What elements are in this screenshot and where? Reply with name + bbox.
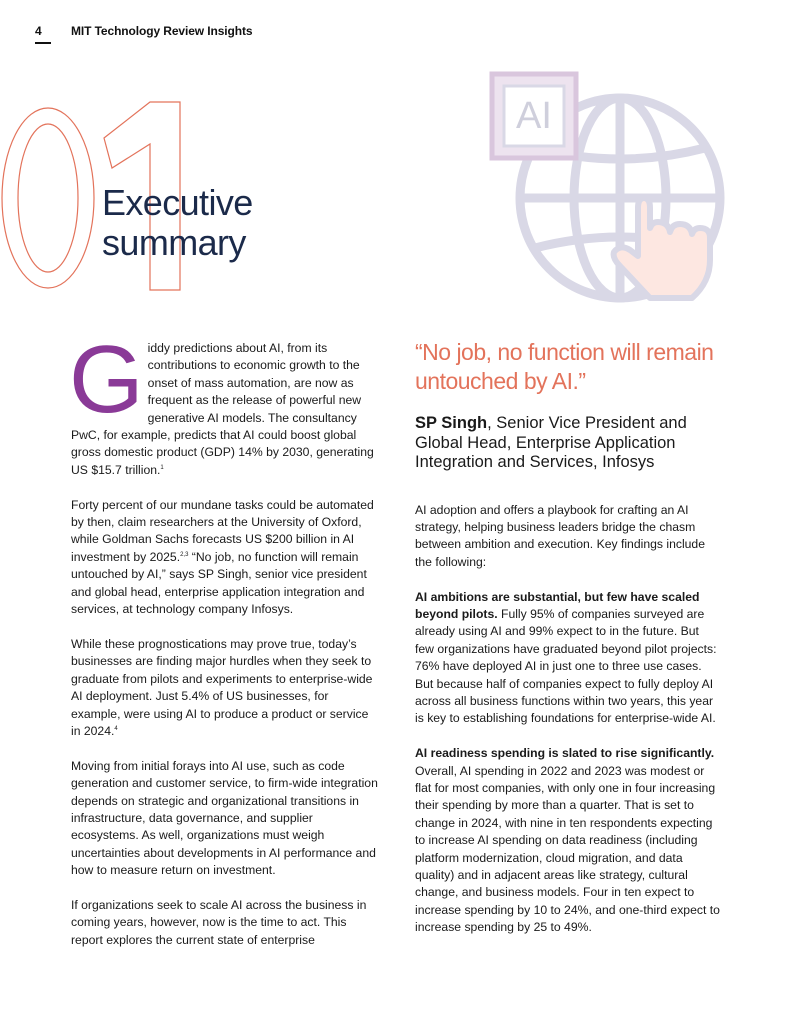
body-paragraph-1: Giddy predictions about AI, from its contributions to economic growth to the onset of mass automation, are now as frequent as the release of powerful new generative AI models. The consultancy PwC, for example, predicts that AI could boost global gross domestic product (GDP) 14% by 2030, generating US $15.7 trillion.$^1$ [69, 326, 374, 477]
section-number-zero-outer [2, 108, 94, 288]
body-paragraph-5: If organizations seek to scale AI across the business in coming years, however, now is the time to act. This report explores the current state of enterprise [71, 897, 367, 947]
body-paragraph-6: AI adoption and offers a playbook for crafting an AI strategy, helping business leaders bridge the chasm between ambition and execution. Key findings include the following: [415, 502, 705, 569]
key-finding-heading: AI readiness spending is slated to rise significantly. [415, 746, 715, 761]
page-number: 4 [35, 24, 42, 38]
section-title [102, 183, 253, 263]
key-finding-2: AI readiness spending is slated to rise significantly. Overall, AI spending in 2022 and 2023 was modest or flat for most companies, with only one in four increasing their spending by more than a quarter. That is set to change in 2024, with nine in ten respondents expecting to increase AI spending on data readiness (including platform modernization, cloud migration, and data quality) and in adjacent areas like strategy, cultural change, and business models. Four in ten expect to increase spending by 10 to 24%, and one-third expect to increase spending by 25 to 49%. [415, 746, 720, 935]
body-paragraph-4: Moving from initial forays into AI use, such as code generation and customer service, to firm-wide integration depends on strategic and organizational transitions in infrastructure, data governance, and supplier ecosystems. As well, organizations must weigh uncertainties about developments in AI performance and how to measure return on investment. [71, 758, 378, 878]
section-title-line1: Executive [102, 182, 253, 223]
attribution-title: , Senior Vice President and Global Head, Enterprise Application Integration and Services, Infosys [415, 414, 687, 471]
body-paragraph-3: While these prognostications may prove true, today’s businesses are finding major hurdles when they seek to graduate from pilots and experiments to enterprise-wide AI deployment. Just 5.4% of US businesses, for example, were using AI to produce a product or service in 2024.$^4$ [71, 636, 373, 738]
attribution-name: SP Singh [415, 414, 488, 432]
globe-with-pointer-hand-icon [480, 60, 730, 310]
right-body [415, 502, 720, 937]
pull-quote: “No job, no function will remain untouched by AI.” [415, 339, 714, 394]
ai-badge-text: AI [516, 95, 552, 137]
quote-attribution [415, 414, 720, 473]
section-number-zero-inner [18, 124, 78, 272]
key-finding-heading: AI ambitions are substantial, but few have scaled beyond pilots. [415, 589, 700, 621]
right-column [415, 338, 720, 954]
footnote-ref: 4 [114, 725, 118, 732]
drop-cap: G [69, 326, 144, 433]
left-column [69, 326, 381, 967]
section-title-line2: summary [102, 222, 246, 263]
footnote-ref: 2,3 [180, 551, 189, 558]
publication-name: MIT Technology Review Insights [71, 24, 253, 38]
page-number-rule [35, 42, 51, 44]
body-paragraph-2: Forty percent of our mundane tasks could be automated by then, claim researchers at the University of Oxford, while Goldman Sachs forecasts US $200 billion in AI investment by 2025.$^{2,3}$ “No job, no function will remain untouched by AI,” says SP Singh, senior vice president and global head, enterprise application integration and services, at technology company Infosys. [71, 497, 374, 617]
key-finding-1: AI ambitions are substantial, but few have scaled beyond pilots. Fully 95% of companies surveyed are already using AI and 99% expect to in the future. But few organizations have graduated beyond pilot projects: 76% have deployed AI in just one to three use cases. But because half of companies expect to fully deploy AI across all business functions within two years, this year is key to establishing foundations for enterprise-wide AI. [415, 589, 717, 726]
ai-badge-icon [492, 74, 576, 158]
footnote-ref: 1 [160, 464, 164, 471]
